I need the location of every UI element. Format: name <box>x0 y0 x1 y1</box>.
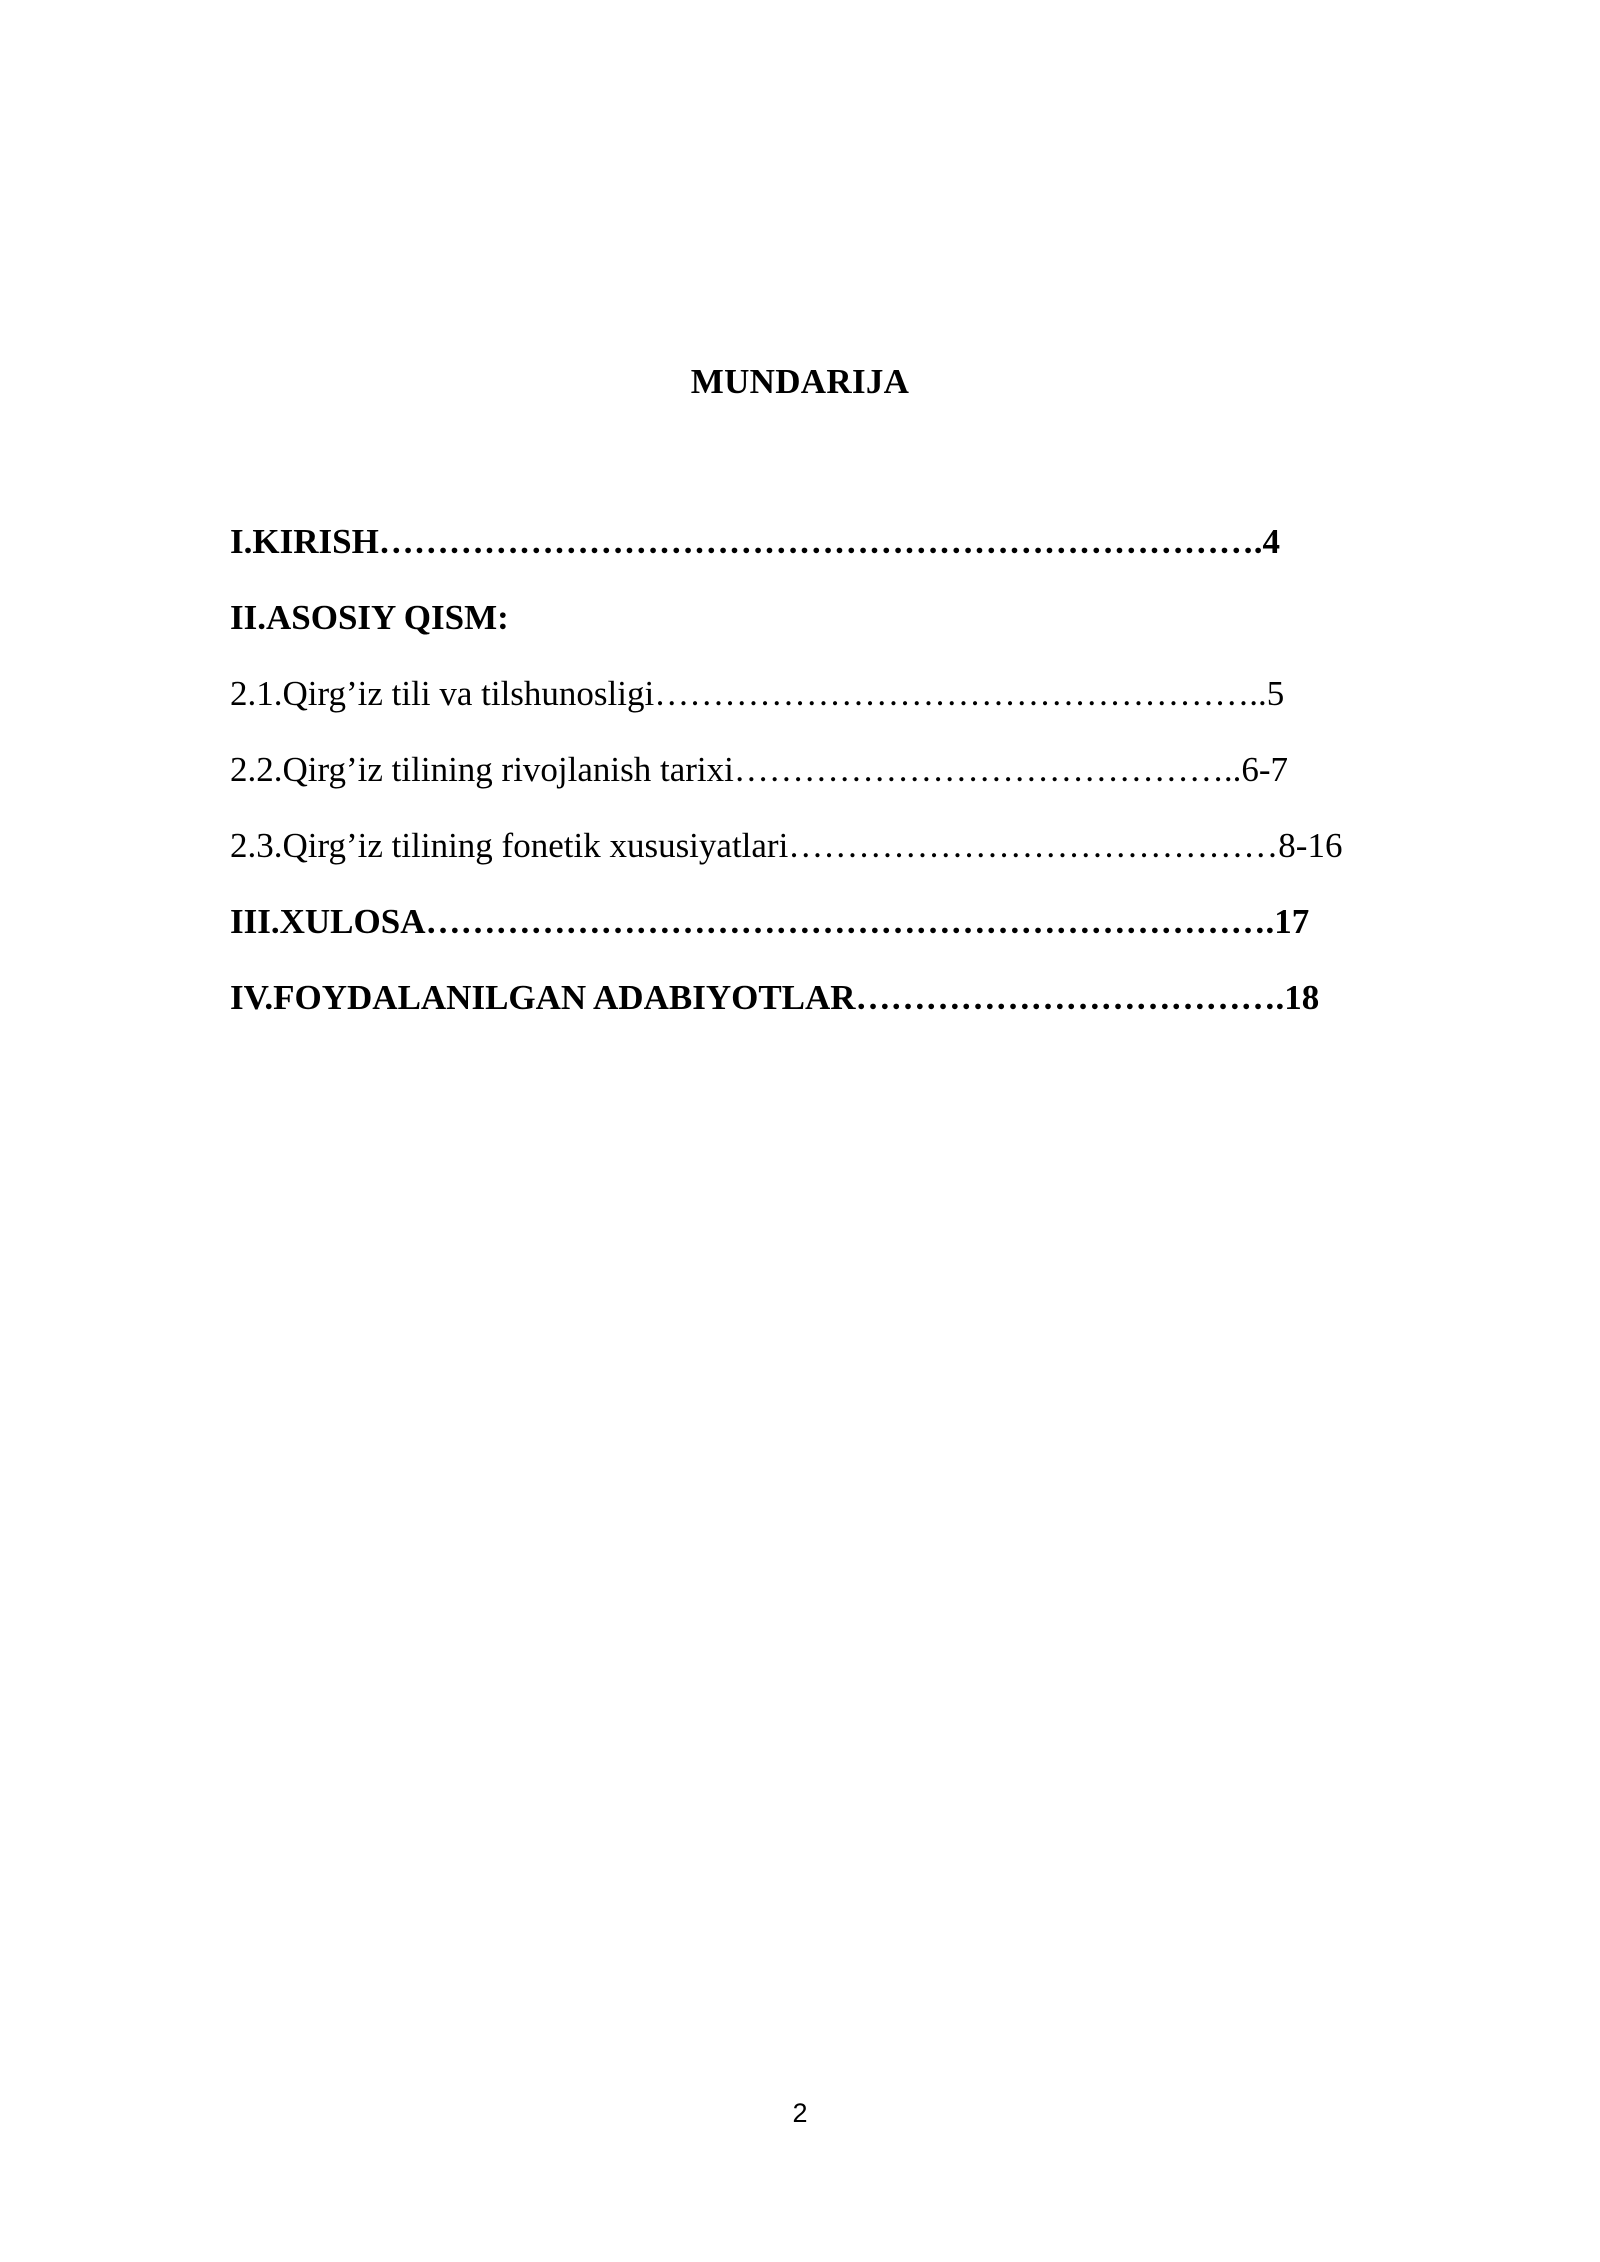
toc-entry-text: 2.3.Qirg’iz tilining fonetik xususiyatlari……………………………………8-16 <box>230 826 1343 865</box>
toc-entry-foydalanilgan-adabiyotlar <box>230 969 1480 1045</box>
toc-entry-xulosa <box>230 893 1480 969</box>
toc-entry-asosiy-qism <box>230 589 1480 665</box>
toc-entry-2-2 <box>230 741 1480 817</box>
toc-entry-text: I.KIRISH………………………………………………………………….4 <box>230 522 1281 561</box>
toc-entry-text: 2.2.Qirg’iz tilining rivojlanish tarixi……………………………………..6-7 <box>230 750 1289 789</box>
page-title: MUNDARIJA <box>690 362 910 401</box>
toc-entry-kirish <box>230 513 1480 589</box>
toc-entry-text: III.XULOSA……………………………………………………………….17 <box>230 902 1310 941</box>
toc-entry-text: II.ASOSIY QISM: <box>230 598 509 637</box>
toc-entry-text: 2.1.Qirg’iz tili va tilshunosligi……………………………………………..5 <box>230 674 1285 713</box>
table-of-contents <box>230 513 1480 1045</box>
page-number: 2 <box>792 2098 808 2128</box>
toc-entry-text: IV.FOYDALANILGAN ADABIYOTLAR……………………………….18 <box>230 978 1320 1017</box>
toc-entry-2-1 <box>230 665 1480 741</box>
toc-entry-2-3 <box>230 817 1480 893</box>
